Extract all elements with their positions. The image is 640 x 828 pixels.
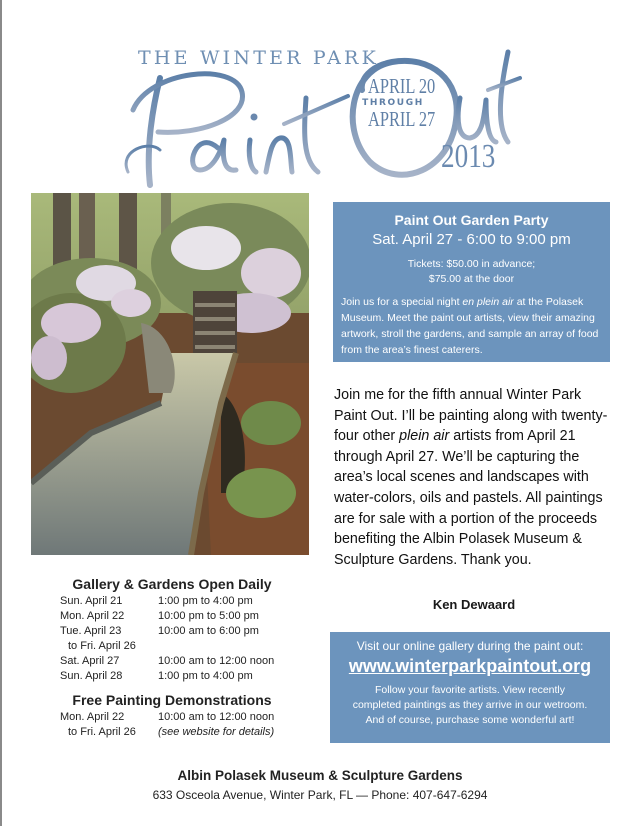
info-line: Follow your favorite artists. View recently (374, 684, 566, 696)
museum-address: 633 Osceola Avenue, Winter Park, FL — Phone: 407-647-6294 (152, 788, 488, 802)
schedule-time: 10:00 am to 12:00 noon (158, 655, 275, 667)
desc-italic-text: en plein air (462, 296, 514, 308)
schedule-day: to Fri. April 26 (68, 640, 136, 652)
garden-party-box (333, 202, 610, 362)
schedule-day: Sun. April 28 (60, 670, 123, 682)
schedule-time: 10:00 pm to 5:00 pm (158, 610, 259, 622)
artist-letter (334, 385, 614, 570)
footer (0, 766, 640, 804)
website-link[interactable]: www.winterparkpaintout.org (348, 656, 592, 676)
schedule-day: Tue. April 23 (60, 625, 122, 637)
schedule-time: 1:00 pm to 4:00 pm (158, 595, 253, 607)
gallery-schedule (60, 574, 300, 740)
letter-text-cont: artists from April 21 through April 27. We’ll be capturing the area’s local scenes and landscapes with water-colors, oils and pastels. All paintings are for sale with a portion of the proceeds benefiting the Albin Polasek Museum & Sculpture Gardens. Thank you. (334, 428, 603, 568)
schedule-time: 10:00 am to 6:00 pm (158, 625, 259, 637)
schedule-row (60, 639, 300, 654)
demo-heading: Free Painting Demonstrations (72, 692, 272, 708)
schedule-time: 1:00 pm to 4:00 pm (158, 670, 253, 682)
event-year: 2013 (441, 138, 496, 175)
info-line: And of course, purchase some wonderful art! (365, 714, 575, 726)
demo-day: to Fri. April 26 (68, 726, 136, 738)
demo-row (60, 725, 300, 740)
demo-day: Mon. April 22 (60, 711, 125, 723)
schedule-day: Mon. April 22 (60, 610, 125, 622)
schedule-row (60, 594, 300, 609)
ticket-prices (341, 257, 602, 287)
ticket-price-advance: Tickets: $50.00 in advance; (407, 258, 536, 270)
end-date: APRIL 27 (368, 107, 436, 131)
desc-text: Join us for a special night (341, 296, 463, 308)
demo-row (60, 710, 300, 725)
garden-path-painting (31, 193, 309, 555)
online-gallery-info (334, 683, 606, 728)
schedule-day: Sat. April 27 (60, 655, 120, 667)
artist-signature: Ken Dewaard (432, 597, 516, 612)
schedule-row (60, 654, 300, 669)
online-gallery-box (330, 632, 610, 743)
online-gallery-lead: Visit our online gallery during the paint out: (356, 639, 584, 653)
demo-time: (see website for details) (158, 726, 275, 738)
desc-text-cont: at the Polasek Museum. Meet the paint out artists, view their amazing artwork, stroll the gardens, and sample an array of food from the area’s finest caterers. (341, 296, 599, 356)
event-logo (0, 0, 640, 190)
schedule-row (60, 624, 300, 639)
paint-out-script-icon (0, 0, 640, 190)
demo-time: 10:00 am to 12:00 noon (158, 711, 275, 723)
schedule-row (60, 669, 300, 684)
museum-name: Albin Polasek Museum & Sculpture Gardens (177, 768, 463, 783)
info-line: completed paintings as they arrive in our wetroom. (352, 699, 588, 711)
schedule-row (60, 609, 300, 624)
event-dates (361, 74, 436, 131)
through-label: THROUGH (362, 98, 424, 108)
schedule-day: Sun. April 21 (60, 595, 123, 607)
painting-image-icon (31, 193, 309, 555)
letter-text: Join me for the fifth annual Winter Park Paint Out. I’ll be painting along with twenty-four other (334, 387, 608, 445)
letter-italic-text: plein air (399, 428, 450, 445)
start-date: APRIL 20 (368, 74, 436, 98)
schedule-heading: Gallery & Gardens Open Daily (72, 576, 272, 592)
garden-party-title: Paint Out Garden Party (394, 212, 549, 228)
garden-party-datetime: Sat. April 27 - 6:00 to 9:00 pm (372, 231, 571, 248)
logo-eyebrow: THE WINTER PARK (138, 47, 379, 69)
ticket-price-door: $75.00 at the door (428, 273, 515, 285)
garden-party-description (341, 294, 602, 358)
